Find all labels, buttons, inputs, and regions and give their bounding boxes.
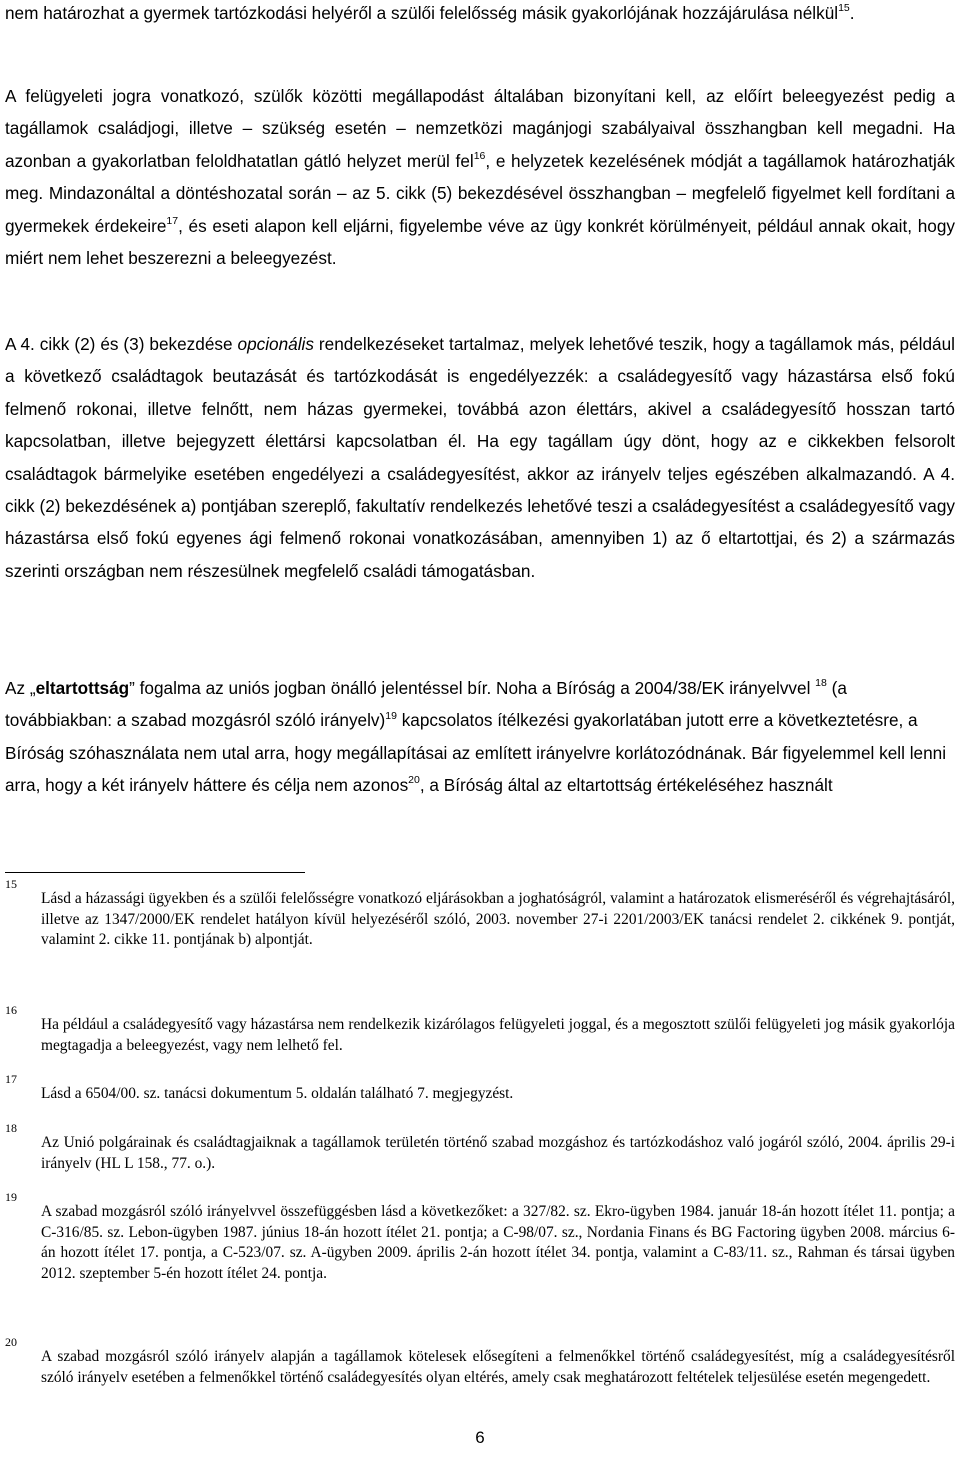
footnote-20 — [5, 1335, 955, 1388]
footnote-ref-17[interactable]: 17 — [166, 214, 179, 227]
page-number: 6 — [475, 1428, 485, 1447]
footnote-text: Lásd a házassági ügyekben és a szülői felelősségre vonatkozó eljárásokban a joghatóságról, valamint a határozatok elismeréséről és végrehajtásáról, illetve az 1347/2000/EK rendelet hatályon kívül helyezéséről szóló, 2003. november 27-i 2201/2003/EK tanácsi rendelet 2. cikkének 9. pontját, valamint 2. cikke 11. pontjának b) alpontját. — [41, 890, 955, 949]
footnote-text: Az Unió polgárainak és családtagjaiknak a tagállamok területén történő szabad mozgáshoz és tartózkodáshoz való jogáról szóló, 2004. április 29-i irányelv (HL L 158., 77. o.). — [41, 1134, 955, 1172]
paragraph-1-text: nem határozhat a gyermek tartózkodási helyéről a szülői felelősség másik gyakorlójának hozzájárulása nélkül — [5, 3, 839, 23]
footnote-number: 18 — [5, 1121, 17, 1135]
footnote-ref-18[interactable]: 18 — [815, 677, 827, 690]
footnote-text: A szabad mozgásról szóló irányelvvel összefüggésben lásd a következőket: a 327/82. sz. Ekro-ügyben 1984. január 18-án hozott ítélet 11. pontja; a C-316/85. sz. Lebon-ügyben 1987. június 18-án hozott ítélet 21. pontja; a C-98/07. sz., Nordania Finans és BG Factoring ügyben 2008. március 6-án hozott ítélet 17. pontja, a C-523/07. sz. A-ügyben 2009. április 2-án hozott ítélet 34. pontja, valamint a C-83/11. sz., Rahman és társai ügyben 2012. szeptember 5-én hozott ítélet 24. pontja. — [41, 1203, 955, 1282]
footnote-text: A szabad mozgásról szóló irányelv alapján a tagállamok kötelesek elősegíteni a felmenőkkel történő családegyesítést, míg a családegyesítésről szóló irányelv esetében a felmenőkkel történő családegyesítés olyan eltérés, amely csak meghatározott feltételek teljesülése esetén megengedett. — [41, 1348, 955, 1386]
footnote-ref-15[interactable]: 15 — [838, 2, 850, 15]
paragraph-1: nem határozhat a gyermek tartózkodási helyéről a szülői felelősség másik gyakorlójának hozzájárulása nélkül$^{15}$. — [5, 2, 855, 23]
footnote-18 — [5, 1121, 955, 1174]
footnote-ref-19[interactable]: 19 — [385, 709, 397, 722]
footnote-ref-16[interactable]: 16 — [473, 150, 486, 163]
paragraph-3: A 4. cikk (2) és (3) bekezdése opcionális rendelkezéseket tartalmaz, melyek lehetővé teszik, hogy a tagállamok más, például a következő családtagok beutazását és tartózkodását is engedélyezzék: a családegyesítő vagy házastársa első fokú felmenő rokonai, illetve felnőtt, nem házas gyermekei, továbbá azon élettárs, akivel a családegyesítő hosszan tartó kapcsolatban, illetve bejegyzett élettársi kapcsolatban él. Ha egy tagállam úgy dönt, hogy az e cikkekben felsorolt családtagok bármelyike esetében engedélyezi a családegyesítést, akkor az irányelv teljes egészében alkalmazandó. A 4. cikk (2) bekezdésének a) pontjában szereplő, fakultatív rendelkezés lehetővé teszi a családegyesítést a családegyesítő vagy házastársa első fokú egyenes ági felmenő rokonai vonatkozásában, amennyiben 1) az ő eltartottjai, és 2) a származás szerinti országban nem részesülnek megfelelő családi támogatásban. — [5, 334, 955, 581]
footnote-number: 17 — [5, 1072, 17, 1086]
footnote-16 — [5, 1003, 955, 1056]
italic-opcionalis: opcionális — [237, 334, 314, 354]
bold-eltartottsag: eltartottság — [35, 678, 130, 698]
footnote-ref-20[interactable]: 20 — [408, 774, 420, 787]
footnote-text: Lásd a 6504/00. sz. tanácsi dokumentum 5. oldalán található 7. megjegyzést. — [41, 1085, 514, 1102]
paragraph-4: Az „eltartottság” fogalma az uniós jogban önálló jelentéssel bír. Noha a Bíróság a 2004/38/EK irányelvvel $^{18}$ (a továbbiakban: a szabad mozgásról szóló irányelv)$^{19}$ kapcsolatos ítélkezési gyakorlatában jutott erre a következtetésre, a Bíróság szóhasználata nem utal arra, hogy megállapításai az említett irányelvre korlátozódnának. Bár figyelemmel kell lenni arra, hogy a két irányelv háttere és célja nem azonos$^{20}$, a Bíróság által az eltartottság értékeléséhez használt — [5, 677, 947, 796]
footnote-text: Ha például a családegyesítő vagy házastársa nem rendelkezik kizárólagos felügyeleti joggal, és a megosztott szülői felügyeleti jog másik gyakorlója megtagadja a beleegyezést, vagy nem lelhető fel. — [41, 1016, 955, 1054]
footnote-19 — [5, 1190, 955, 1284]
paragraph-2: A felügyeleti jogra vonatkozó, szülők közötti megállapodást általában bizonyítani kell, az előírt beleegyezést pedig a tagállamok családjogi, illetve – szükség esetén – nemzetközi magánjogi szabályaival összhangban kell megadni. Ha azonban a gyakorlatban feloldhatatlan gátló helyzet merül fel$^{16}$, e helyzetek kezelésének módját a tagállamok határozhatják meg. Mindazonáltal a döntéshozatal során – az 5. cikk (5) bekezdésével összhangban – megfelelő figyelmet kell fordítani a gyermekek érdekeire$^{17}$, és eseti alapon kell eljárni, figyelembe véve az ügy konkrét körülményeit, például annak okait, hogy miért nem lehet beszerezni a beleegyezést. — [5, 86, 955, 269]
footnote-15 — [5, 877, 955, 951]
footnote-17 — [5, 1072, 955, 1105]
footnote-number: 16 — [5, 1003, 17, 1017]
footnote-number: 20 — [5, 1335, 17, 1349]
footnote-number: 19 — [5, 1190, 17, 1204]
footnote-number: 15 — [5, 877, 17, 891]
footnote-separator — [5, 872, 305, 873]
